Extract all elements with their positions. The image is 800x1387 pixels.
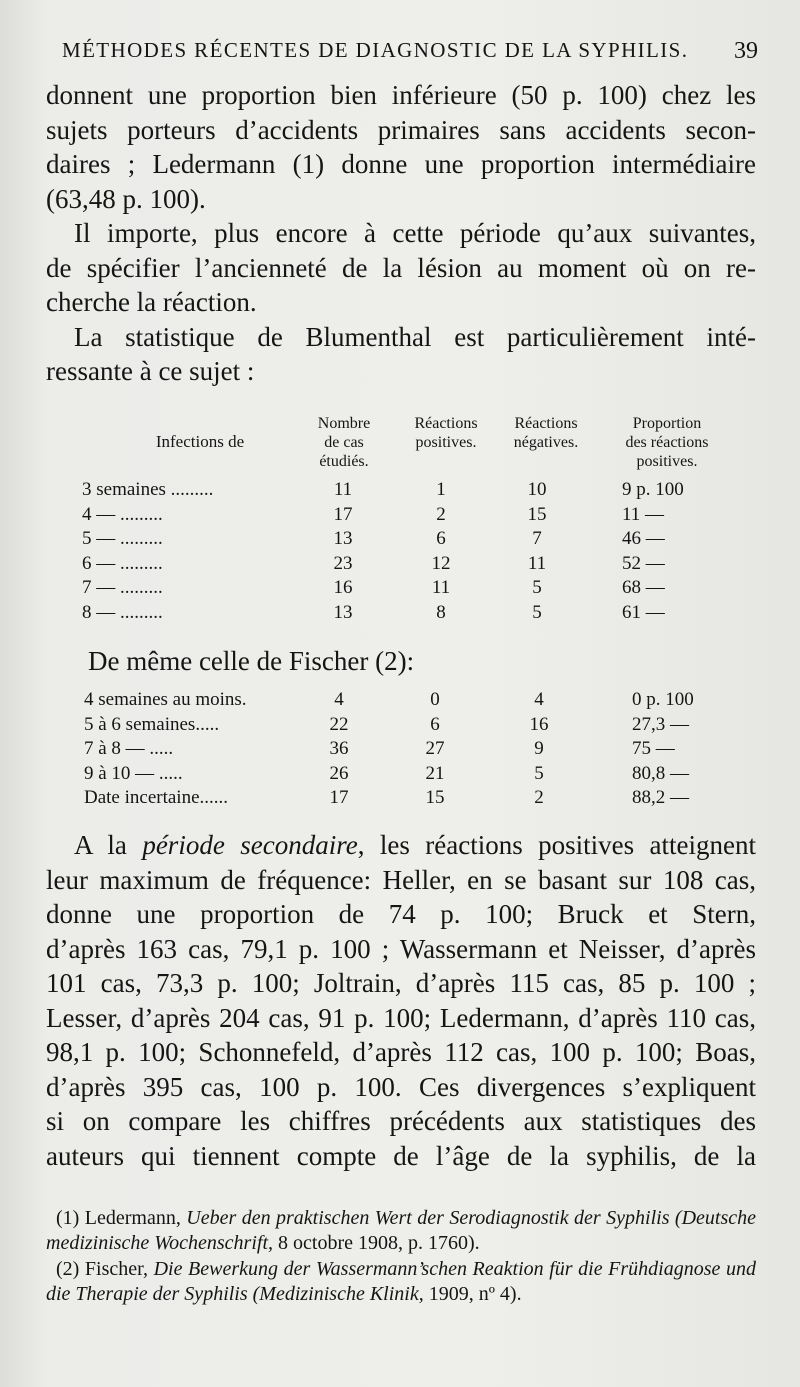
header-line: des réactions <box>625 434 709 451</box>
row-proportion: 68 — <box>622 577 665 598</box>
header-line: étudiés. <box>319 453 369 470</box>
row-positive: 0 <box>430 689 440 710</box>
fischer-table <box>84 688 744 811</box>
header-line: négatives. <box>513 434 579 451</box>
row-positive: 6 <box>430 713 440 735</box>
table-header <box>82 414 742 478</box>
row-negative: 5 <box>534 762 544 784</box>
row-cases: 4 <box>334 689 344 710</box>
row-proportion: 88,2 — <box>632 787 689 808</box>
row-positive: 2 <box>436 503 446 525</box>
table-row <box>82 576 742 601</box>
row-label: 3 semaines ......... <box>82 479 214 500</box>
row-negative: 9 <box>534 738 544 759</box>
header-positive <box>398 414 494 452</box>
row-negative: 5 <box>532 577 542 598</box>
row-positive: 27 <box>425 738 445 759</box>
row-proportion: 27,3 — <box>632 713 689 735</box>
row-positive: 11 <box>431 577 451 598</box>
header-infections: Infections de <box>155 432 245 451</box>
text-line: leur maximum de fréquence: Heller, en se basant sur 108 cas, <box>46 864 756 895</box>
text-line: 101 cas, 73,3 p. 100; Joltrain, d’après 115 cas, 85 p. 100 ; <box>46 968 756 998</box>
row-negative: 4 <box>534 689 544 710</box>
row-cases: 11 <box>333 479 353 500</box>
header-line: Nombre <box>317 415 371 432</box>
row-label: 7 — ......... <box>82 577 163 598</box>
row-cases: 13 <box>333 601 353 623</box>
row-label: 5 à 6 semaines..... <box>84 713 220 735</box>
text-run: 8 octobre 1908, p. 1760). <box>273 1231 480 1254</box>
text-line: 98,1 p. 100; Schonnefeld, d’après 112 cas, 100 p. 100; Boas, <box>46 1037 756 1067</box>
text-run: (1) Ledermann, <box>56 1207 187 1229</box>
row-cases: 13 <box>333 528 353 549</box>
row-proportion: 9 p. 100 <box>622 479 684 500</box>
running-head <box>62 38 758 65</box>
table-row <box>84 762 744 787</box>
text-line: (63,48 p. 100). <box>46 183 206 214</box>
row-negative: 5 <box>532 601 542 623</box>
row-positive: 12 <box>431 552 451 574</box>
page-number: 39 <box>734 38 758 64</box>
paragraph-4 <box>46 828 756 1173</box>
text-line: d’après 395 cas, 100 p. 100. Ces divergences s’expliquent <box>46 1071 756 1102</box>
row-label: 4 — ......... <box>82 503 163 525</box>
text-run: (2) Fischer, <box>56 1258 154 1280</box>
table-row <box>82 503 742 528</box>
text-line: donnent une proportion bien inférieure (50 p. 100) chez les <box>46 80 756 110</box>
text-line: daires ; Ledermann (1) donne une proportion intermédiaire <box>46 149 756 179</box>
text-line: Il importe, plus encore à cette période qu’aux suivantes, <box>74 218 756 248</box>
emphasis-text: Ueber den praktischen Wert der Serodiagnostik der Syphilis (Deutsche medizinische Wochenschrift, <box>46 1207 757 1254</box>
row-negative: 7 <box>532 528 542 549</box>
header-negative <box>498 414 594 452</box>
text-line: de spécifier l’ancienneté de la lésion au moment où on re- <box>46 252 756 283</box>
footnotes <box>46 1206 756 1308</box>
table-row <box>84 713 744 738</box>
header-line: Réactions <box>514 415 578 432</box>
row-cases: 22 <box>329 713 349 735</box>
row-label: 7 à 8 — ..... <box>84 738 174 759</box>
row-positive: 1 <box>436 479 446 500</box>
row-cases: 23 <box>333 552 353 574</box>
row-label: 9 à 10 — ..... <box>84 762 183 784</box>
paragraph-2 <box>46 216 756 251</box>
row-label: 8 — ......... <box>82 601 163 623</box>
text-line: si on compare les chiffres précédents aux statistiques des <box>46 1106 756 1136</box>
header-line: positives. <box>636 453 698 470</box>
text-line: La statistique de Blumenthal est particulièrement inté- <box>74 321 756 352</box>
row-positive: 8 <box>436 601 446 623</box>
table-row <box>82 552 742 577</box>
row-proportion: 75 — <box>632 738 675 759</box>
table-row <box>84 688 744 713</box>
text-line: d’après 163 cas, 79,1 p. 100 ; Wassermann et Neisser, d’après <box>46 933 756 964</box>
text-line: sujets porteurs d’accidents primaires sans accidents secon- <box>46 114 756 145</box>
table-row <box>84 786 744 811</box>
row-label: 5 — ......... <box>82 528 163 549</box>
row-cases: 17 <box>333 503 353 525</box>
table-row <box>82 478 742 503</box>
text-run: 1909, nº 4). <box>423 1282 522 1305</box>
text-line: donne une proportion de 74 p. 100; Bruck et Stern, <box>46 899 756 929</box>
body-text-bottom <box>46 828 756 1173</box>
paragraph-3 <box>46 320 756 355</box>
header-line: Réactions <box>414 415 478 432</box>
text-line <box>46 828 756 863</box>
paragraph-2-cont <box>46 251 756 320</box>
header-proportion <box>604 414 730 471</box>
text-line: auteurs qui tiennent compte de l’âge de la syphilis, de la <box>46 1140 756 1171</box>
body-text-top <box>46 78 756 389</box>
row-proportion: 61 — <box>622 601 665 623</box>
row-label: Date incertaine...... <box>84 787 229 808</box>
text-line: Lesser, d’après 204 cas, 91 p. 100; Ledermann, d’après 110 cas, <box>46 1002 756 1033</box>
header-line: de cas <box>324 434 364 451</box>
row-proportion: 80,8 — <box>632 762 689 784</box>
row-negative: 15 <box>527 503 547 525</box>
row-label: 4 semaines au moins. <box>84 689 247 710</box>
footnote-1 <box>46 1206 756 1255</box>
row-cases: 36 <box>329 738 349 759</box>
row-cases: 16 <box>333 577 353 598</box>
text-line: cherche la réaction. <box>46 287 257 317</box>
table-row <box>82 527 742 552</box>
fischer-heading: De même celle de Fischer (2): <box>88 646 415 676</box>
row-negative: 16 <box>529 713 549 735</box>
row-proportion: 52 — <box>622 552 665 574</box>
row-positive: 15 <box>425 787 445 808</box>
emphasis-text: Die Bewerkung der Wassermann’schen Reaktion für die Frühdiagnose und die Therapie der Syphilis (Medizinische Klinik, <box>46 1258 756 1305</box>
row-cases: 17 <box>329 787 349 808</box>
text-run: A la <box>74 830 143 860</box>
row-proportion: 11 — <box>622 503 665 525</box>
header-cases <box>304 414 384 471</box>
row-negative: 10 <box>527 479 547 500</box>
row-negative: 11 <box>527 552 547 574</box>
paragraph-1 <box>46 78 756 216</box>
footnote-2 <box>46 1257 756 1306</box>
text-line: ressante à ce sujet : <box>46 356 255 386</box>
table-row <box>84 737 744 762</box>
row-positive: 6 <box>436 528 446 549</box>
row-cases: 26 <box>329 762 349 784</box>
header-line: positives. <box>415 434 477 451</box>
emphasis-text: période secondaire <box>142 830 358 860</box>
row-proportion: 46 — <box>622 528 665 549</box>
paragraph-3-cont <box>46 354 756 389</box>
row-label: 6 — ......... <box>82 552 163 574</box>
row-negative: 2 <box>534 787 544 808</box>
blumenthal-table <box>82 414 742 625</box>
running-title: MÉTHODES RÉCENTES DE DIAGNOSTIC DE LA SYPHILIS. <box>62 38 689 62</box>
table-row <box>82 601 742 626</box>
row-positive: 21 <box>425 762 445 784</box>
row-proportion: 0 p. 100 <box>632 689 694 710</box>
header-line: Proportion <box>632 415 702 432</box>
text-run: , les réactions positives atteignent <box>357 830 756 860</box>
